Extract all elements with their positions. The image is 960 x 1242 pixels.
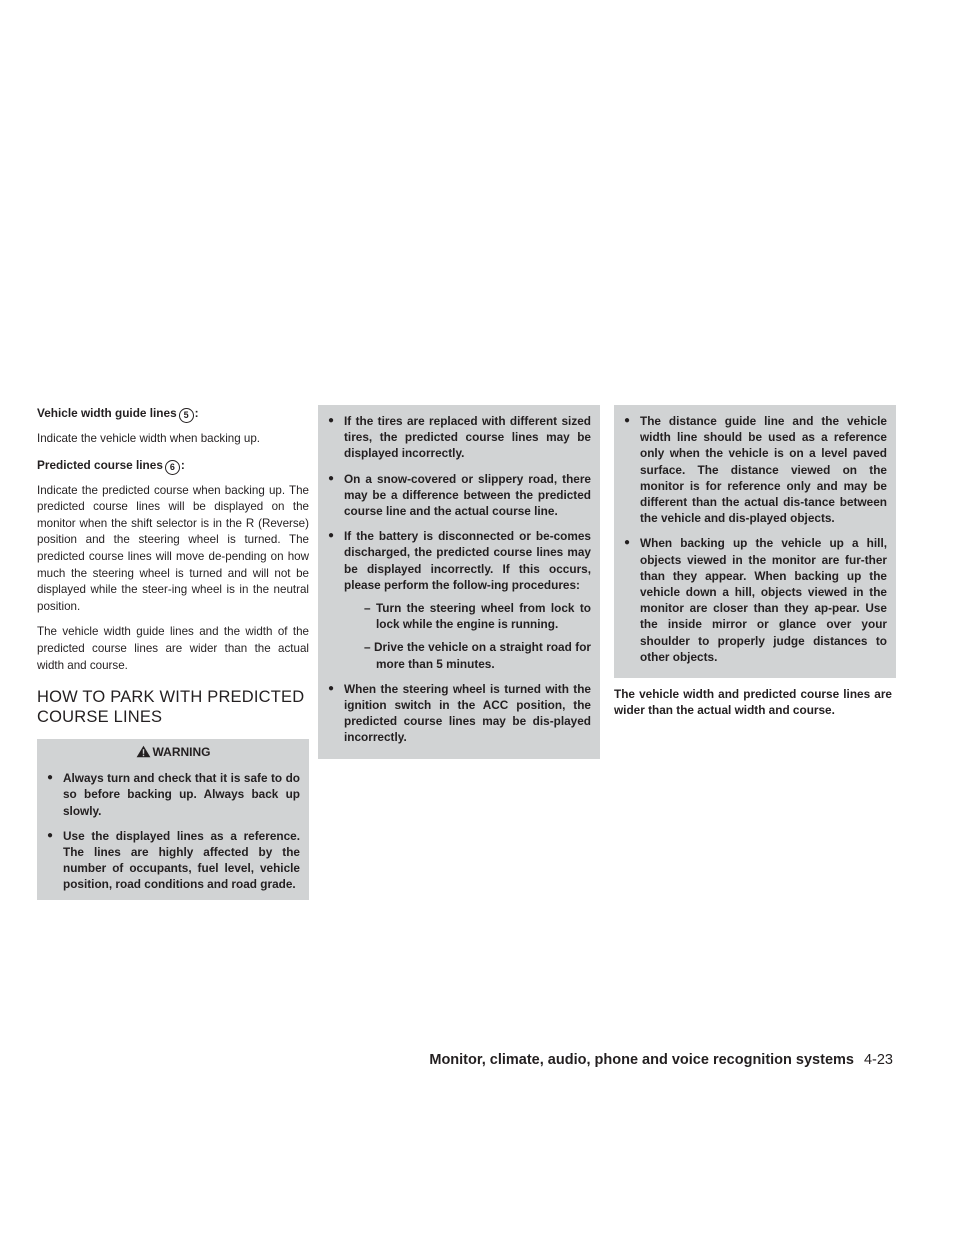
- column-1: [37, 405, 309, 900]
- list-item: ● Always turn and check that it is safe to do so before backing up. Always back up slowly.: [47, 771, 300, 818]
- predicted-course-paragraph: Indicate the predicted course when backing up. The predicted course lines will be displayed on the monitor when the shift selector is in the R (Reverse) position and the steering wheel is turned. The predicted course lines will move de-pending on how much the steering wheel is turned and will not be displayed while the steer-ing wheel is in the neutral position.: [37, 483, 309, 613]
- warning-list: [37, 767, 309, 899]
- bullet-icon: ●: [47, 772, 54, 784]
- list-item: ● On a snow-covered or slippery road, there may be a difference between the predicted course line and the actual course line.: [328, 471, 591, 519]
- page-footer: [0, 1051, 893, 1069]
- list-item: ● If the battery is disconnected or be-comes discharged, the predicted course lines may be displayed incorrectly. If this occurs, please perform the follow-ing procedures: – Turn the steering wheel from lock to lock while the engine is running. – Drive the vehicle on a straight road for more than 5 minutes.: [328, 529, 591, 671]
- closing-note: The vehicle width and predicted course lines are wider than the actual width and course.: [614, 687, 892, 718]
- column-3: [614, 405, 896, 718]
- list-item: ● Use the displayed lines as a reference. The lines are highly affected by the number of occupants, fuel level, vehicle position, road conditions and road grade.: [47, 828, 300, 892]
- bullet-icon: ●: [328, 472, 335, 484]
- vehicle-width-paragraph: Indicate the vehicle width when backing up.: [37, 432, 260, 445]
- warning-list: [318, 410, 600, 753]
- warning-box: [37, 739, 309, 899]
- warning-box-continued: [614, 405, 896, 678]
- width-comparison-paragraph: The vehicle width guide lines and the width of the predicted course lines are wider than the actual width and course.: [37, 625, 309, 672]
- warning-header: WARNING: [37, 739, 309, 764]
- bullet-icon: ●: [328, 415, 335, 426]
- predicted-course-lines-heading: Predicted course lines 6 :: [37, 457, 309, 475]
- bullet-icon: ●: [47, 829, 54, 841]
- section-title: HOW TO PARK WITH PREDICTED COURSE LINES: [37, 688, 305, 727]
- list-item: ● If the tires are replaced with different sized tires, the predicted course lines may be displayed incorrectly.: [328, 414, 591, 461]
- sub-list-item: – Turn the steering wheel from lock to lock while the engine is running.: [364, 601, 591, 632]
- circled-number-5: 5: [179, 408, 194, 423]
- vehicle-width-guide-lines-heading: Vehicle width guide lines 5 :: [37, 405, 309, 423]
- warning-box-continued: [318, 405, 600, 759]
- list-item: ● When backing up the vehicle up a hill, objects viewed in the monitor are fur-ther than they appear. When backing up the vehicle down a hill, objects viewed in the monitor are closer than they ap-pear. Use the inside mirror or glance over your shoulder to properly judge distances to other objects.: [624, 536, 887, 664]
- chapter-title: Monitor, climate, audio, phone and voice recognition systems: [429, 1052, 854, 1068]
- bullet-icon: ●: [328, 530, 335, 542]
- list-item: ● The distance guide line and the vehicle width line should be used as a reference only when the vehicle is on a level paved surface. The distance viewed on the monitor is for reference only and may be different than the actual dis-tance between the vehicle and dis-played objects.: [624, 414, 887, 526]
- circled-number-6: 6: [165, 460, 180, 475]
- bullet-icon: ●: [624, 415, 631, 426]
- page-number: 4-23: [863, 1052, 893, 1068]
- column-2: [318, 405, 600, 759]
- bullet-icon: ●: [624, 537, 631, 549]
- list-item: ● When the steering wheel is turned with the ignition switch in the ACC position, the predicted course lines may be dis-played incorrectly.: [328, 681, 591, 745]
- warning-list: [614, 410, 896, 672]
- bullet-icon: ●: [328, 682, 335, 694]
- warning-triangle-icon: [136, 745, 151, 758]
- sub-list-item: – Drive the vehicle on a straight road for more than 5 minutes.: [364, 640, 591, 671]
